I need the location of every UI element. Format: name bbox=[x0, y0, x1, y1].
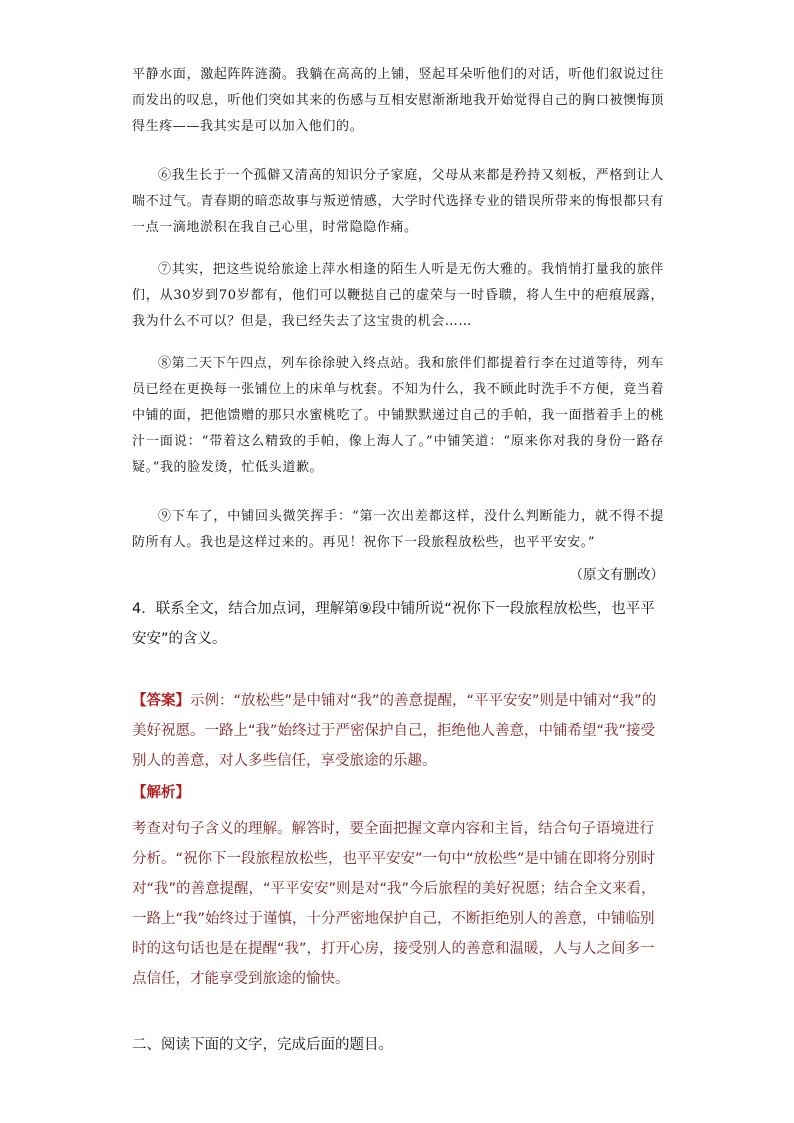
paragraph-text: ⑥我生长于一个孤僻又清高的知识分子家庭，父母从来都是矜持又刻板，严格到让人喘不过气。青春期的暗恋故事与叛逆情感，大学时代选择专业的错误所带来的悔恨都只有一点一滴地淤积在我自己心里，时常隐隐作痛。 bbox=[132, 168, 664, 235]
analysis-tag: 【解析】 bbox=[132, 785, 190, 801]
passage-paragraph-continued bbox=[132, 62, 664, 140]
question-4: 4．联系全文，结合加点词，理解第⑨段中铺所说“祝你下一段旅程放松些，也平平安安”的含义。 bbox=[132, 601, 655, 647]
answer-text: 示例：“放松些”是中铺对“我”的善意提醒，“平平安安”则是中铺对“我”的美好祝愿。一路上“我”始终过于严密保护自己，拒绝他人善意，中铺希望“我”接受别人的善意，对人多些信任，享受旅途的乐趣。 bbox=[132, 693, 657, 769]
analysis-heading bbox=[132, 778, 664, 808]
paragraph-text: ⑨下车了，中铺回头微笑挥手：“第一次出差都这样，没什么判断能力，就不得不提防所有人。我也是这样过来的。再见！祝你下一段旅程放松些，也平平安安。” bbox=[132, 509, 664, 550]
passage-paragraph-7 bbox=[132, 257, 664, 335]
answer-tag: 【答案】 bbox=[132, 693, 190, 709]
section-2-heading: 二、阅读下面的文字，完成后面的题目。 bbox=[132, 1037, 393, 1053]
passage-paragraph-9 bbox=[132, 504, 664, 556]
answer-block bbox=[132, 686, 664, 776]
paragraph-text: ⑦其实，把这些说给旅途上萍水相逢的陌生人听是无伤大雅的。我悄悄打量我的旅伴们，从30岁到70岁都有，他们可以鞭挞自己的虚荣与一时昏聩，将人生中的疤痕展露，我为什么不可以？但是，我已经失去了这宝贵的机会…… bbox=[132, 262, 664, 329]
passage-paragraph-6 bbox=[132, 163, 664, 241]
analysis-text: 考查对句子含义的理解。解答时，要全面把握文章内容和主旨，结合句子语境进行分析。“祝你下一段旅程放松些，也平平安安”一句中“放松些”是中铺在即将分别时对“我”的善意提醒，“平平安安”则是对“我”今后旅程的美好祝愿；结合全文来看，一路上“我”始终过于谨慎，十分严密地保护自己，不断拒绝别人的善意，中铺临别时的这句话也是在提醒“我”，打开心房，接受别人的善意和温暖，人与人之间多一点信任，才能享受到旅途的愉快。 bbox=[132, 821, 656, 987]
paragraph-text: 平静水面，激起阵阵涟漪。我躺在高高的上铺，竖起耳朵听他们的对话，听他们叙说过往而发出的叹息，听他们突如其来的伤感与互相安慰渐渐地我开始觉得自己的胸口被懊悔顶得生疼——我其实是可以加入他们的。 bbox=[132, 67, 664, 134]
paragraph-text: ⑧第二天下午四点，列车徐徐驶入终点站。我和旅伴们都提着行李在过道等待，列车员已经在更换每一张铺位上的床单与枕套。不知为什么，我不顾此时洗手不方便，竟当着中铺的面，把他馈赠的那只水蜜桃吃了。中铺默默递过自己的手帕，我一面揩着手上的桃汁一面说：“带着这么精致的手帕，像上海人了。”中铺笑道：“原来你对我的身份一路存疑。”我的脸发烫，忙低头道歉。 bbox=[132, 356, 664, 475]
passage-paragraph-8 bbox=[132, 351, 664, 481]
source-note: （原文有删改） bbox=[569, 567, 664, 582]
